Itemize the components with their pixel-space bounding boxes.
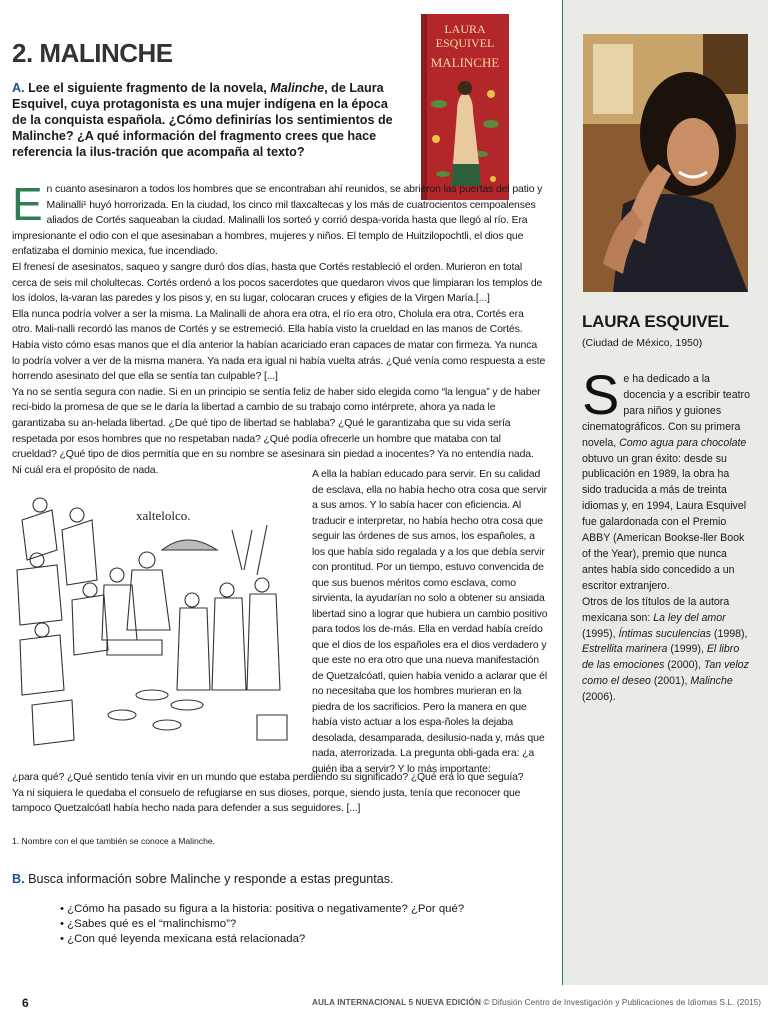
bio-title-year: (2000), [664,659,704,672]
question-list [60,902,464,947]
bio-text-2: obtuvo un gran éxito: desde su publicación en 1989, la obra ha sido traducida a más de treinta idiomas y, en 1994, Laura Esquivel fue galardonada con el Premio ABBY (American Bookse-ller Book of the Year), premio que nunca antes había sido concedido a un escritor extranjero. [582,452,747,592]
cover-title: MALINCHE [430,55,500,70]
author-name: LAURA ESQUIVEL [582,312,729,331]
excerpt-paragraph-1 [12,178,546,260]
bio-text-1: e ha dedicado a la docencia y a escribir teatro para niños y guiones cinematográficos. Con su primera novela, [582,373,750,449]
excerpt-dropcap: E [12,178,43,230]
excerpt-continued [12,770,546,817]
task-b-label: B. [12,872,25,886]
cover-author-last: ESQUIVEL [435,36,495,50]
author-photo [583,34,748,292]
task-a-text-end: , de Laura Esquivel, cuya protagonista es una mujer indígena en la época de la conquista española. ¿Cómo definirías los sentimientos de Malinche? ¿A qué información del fragmento crees que hace referencia la ilus-tración que acompaña al texto? [12,81,393,159]
question-item: • ¿Sabes qué es el “malinchismo”? [60,917,464,932]
task-a-novel-title: Malinche [270,81,325,95]
task-a-label: A. [12,81,25,95]
bio-title-year: (1998), [710,627,748,640]
bio-dropcap: S [582,363,620,426]
excerpt-paragraph-2: El frenesí de asesinatos, saqueo y sangre duró dos días, hasta que Cortés restableció el orden. Murieron en total cerca de seis mil cholultecas. Cortés ordenó a los pocos sacerdotes que quedaron vivos que limpiaran los templos de los ídolos, la-varan las paredes y los pisos y, en su lugar, colocaran cruces y efigies de la Virgen María.[...] [12,260,543,305]
bio-book-title: Como agua para chocolate [619,436,747,449]
cover-author-first: LAURA [444,22,486,36]
bio-title: Íntimas suculencias [618,627,711,640]
bio-text-3: Otros de los títulos de la autora mexicana son: [582,595,730,624]
bio-title-year: (2001), [650,675,691,688]
bio-title-year: (1999), [667,643,707,656]
bio-title-year: (2006). [582,691,616,704]
footer-copyright: © Difusión Centro de Investigación y Publicaciones de Idiomas S.L. (2015) [480,998,762,1007]
bio-title: Malinche [690,675,733,688]
task-b [12,872,394,886]
task-b-text: Busca información sobre Malinche y responde a estas preguntas. [24,872,394,886]
bio-title: Estrellita marinera [582,643,668,656]
codex-illustration [12,490,302,750]
excerpt-paragraph-4: Ya no se sentía segura con nadie. Si en un principio se sentía feliz de haber sido elegida como “la lengua” y de haber reci-bido la promesa de que se le daría la libertad a cambio de su trabajo como intérprete, ahora ya nada le garantizaba su an-helada libertad. ¿De qué tipo de libertad se hablaba? ¿Qué le garantizaba que su vida sería respetada por esos hombres que no respetaban nada? ¿Qué podía ofrecerle un hombre que mataba con tal crueldad? ¿Qué tipo de dios permitía que en su nombre se asesinara sin piedad a inocentes? Ya no entendía nada. Ni cuál era el propósito de nada. [12,385,541,476]
section-title: 2. MALINCHE [12,38,173,68]
excerpt-paragraph-7: Ya ni siquiera le quedaba el consuelo de refugiarse en sus dioses, porque, siendo justa, tenía que reconocer que tampoco Quetzalcóatl había hecho nada para defender a sus seguidores. [...] [12,786,521,815]
question-item: • ¿Cómo ha pasado su figura a la historia: positiva o negativamente? ¿Por qué? [60,902,464,917]
footer-credit [312,998,761,1007]
footnote: 1. Nombre con el que también se conoce a Malinche. [12,836,216,846]
book-cover [421,14,509,200]
author-bio [582,363,750,706]
page-number: 6 [22,996,29,1010]
excerpt-text [12,178,546,478]
footer-book-name: AULA INTERNACIONAL 5 NUEVA EDICIÓN [312,998,481,1007]
illustration-caption: xaltelolco. [136,508,191,523]
bio-title: Tan veloz como el deseo [582,659,749,688]
author-origin: (Ciudad de México, 1950) [582,337,703,349]
task-a-text: Lee el siguiente fragmento de la novela, [24,81,271,95]
excerpt-p1-text: n cuanto asesinaron a todos los hombres que se encontraban ahí reunidos, se abrieron las puertas del patio y Malinalli¹ huyó horrorizada. En la ciudad, los cinco mil tlaxcaltecas y los más de cuatrocientos cempoalenses aliados de Cortés saqueaban la ciudad. Malinalli los sorteó y corrió despa-vorida hasta que llegó al río. Era impresionante el odio con el que asesinaban a hombres, mujeres y niños. El templo de Huitzilopochtli, el dios que enfatizaba el dominio mexica, fue incendiado. [12,183,543,258]
bio-title: La ley del amor [653,611,726,624]
bio-title: El libro de las emociones [582,643,740,672]
excerpt-paragraph-3: Ella nunca podría volver a ser la misma. La Malinalli de ahora era otra, el río era otro, Cholula era otra, Cortés era otro. Mali-nalli recordó las manos de Cortés y se estremeció. Ella había visto la crueldad en las manos de Cortés. Había visto cómo esas manos que el día anterior la habían acariciado eran capaces de matar con firmeza. Ya nunca lo podría volver a ver de la misma manera. Ya nada era igual ni había vuelta atrás. ¿Qué venía como respuesta a este horrendo asesinato del que ella se sentía tan culpable? [...] [12,307,546,383]
question-item: • ¿Con qué leyenda mexicana está relacionada? [60,932,464,947]
bio-title-year: (1995), [582,627,619,640]
excerpt-paragraph-6: ¿para qué? ¿Qué sentido tenía vivir en un mundo que estaba perdiendo su significado? ¿Qué era lo que seguía? [12,771,524,783]
excerpt-paragraph-5: A ella la habían educado para servir. En su calidad de esclava, ella no había hecho otra cosa que servir a sus amos. Y lo sabía hacer con eficiencia. Al traducir e interpretar, no había hecho otra cosa que seguir las órdenes de sus amos, los españoles, a los que había sido regalada y a los que debía servir con prontitud. Por un tiempo, estuvo convencida de que sus buenos méritos como esclava, como sirvienta, la ayudarían no solo a obtener su ansiada libertad sino a lograr que hubiera un cambio positivo para todos los de-más. Ella en verdad había creído que el dios de los españoles era el dios verdadero y que este no era otro que una nueva manifestación de Quetzalcóatl, quien había venido a aclarar que él no necesitaba que los hombres murieran en la piedra de los sacrificios. Pero la manera en que había visto actuar a los espa-ñoles la dejaba desolada, desamparada, desilusio-nada y, más que nada, aterrorizada. La pregunta obli-gada era: ¿a quién iba a servir? Y lo más importante: [312,468,548,775]
task-a [12,80,404,160]
